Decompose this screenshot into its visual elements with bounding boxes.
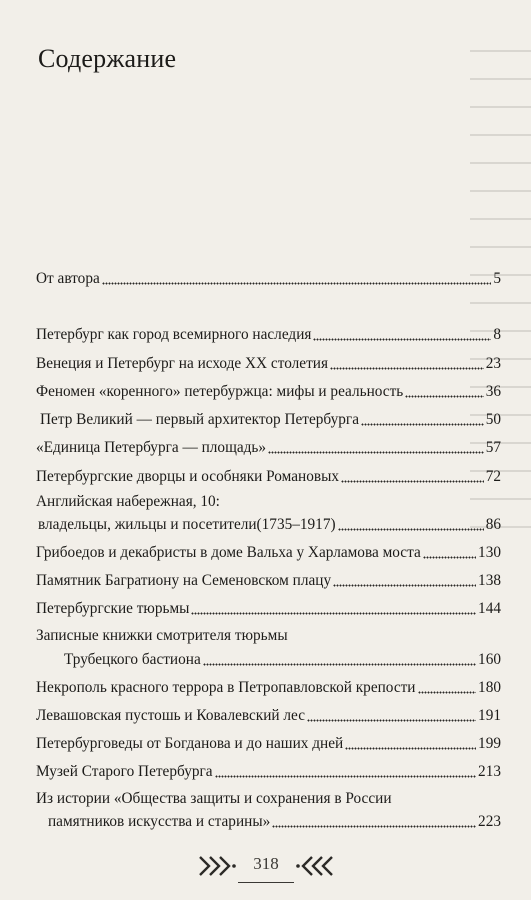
page-number: 318	[253, 854, 279, 873]
toc-entry-title: памятников искусства и старины»	[48, 813, 271, 830]
chevron-ornament-left-icon	[196, 852, 238, 880]
toc-entry	[36, 270, 501, 288]
toc-entry-page: 72	[485, 468, 501, 485]
toc-entry	[36, 735, 501, 753]
toc-leader-dots	[423, 556, 476, 559]
toc-leader-dots	[268, 451, 484, 454]
toc-leader-dots	[333, 584, 476, 587]
toc-entry-title: Петербургские тюрьмы	[36, 600, 190, 617]
toc-entry-first-line: Из истории «Общества защиты и сохранения в России	[36, 790, 392, 807]
page-footer	[0, 848, 531, 884]
toc-entry-page: 213	[478, 763, 501, 780]
toc-entry-title: От автора	[36, 270, 100, 287]
toc-entry	[36, 544, 501, 562]
toc-entry	[36, 383, 501, 401]
page-title: Содержание	[38, 44, 177, 73]
toc-entry-page: 50	[485, 411, 501, 428]
toc-entry	[36, 763, 501, 781]
toc-entry-page: 144	[478, 600, 501, 617]
toc-entry-title: Музей Старого Петербурга	[36, 763, 213, 780]
toc-leader-dots	[361, 423, 484, 426]
toc-leader-dots	[338, 528, 484, 531]
chevron-ornament-right-icon	[294, 852, 336, 880]
toc-entry	[36, 679, 501, 697]
toc-entry-page: 86	[485, 516, 501, 533]
toc-entry-title: Петербург как город всемирного наследия	[36, 326, 312, 343]
toc-entry-page: 130	[478, 544, 501, 561]
toc-entry-title: Петербургские дворцы и особняки Романовых	[36, 468, 339, 485]
toc-entry	[36, 355, 501, 373]
toc-leader-dots	[330, 367, 484, 370]
toc-entry-page: 160	[478, 651, 501, 668]
toc-leader-dots	[102, 282, 492, 285]
toc-entry-title: Левашовская пустошь и Ковалевский лес	[36, 707, 306, 724]
toc-leader-dots	[307, 719, 476, 722]
toc-entry	[36, 572, 501, 590]
toc-entry-title: Некрополь красного террора в Петропавловской крепости	[36, 679, 416, 696]
page-number-underline	[238, 882, 294, 883]
toc-leader-dots	[215, 775, 476, 778]
toc-entry-page: 5	[493, 270, 501, 287]
toc-entry-page: 36	[485, 383, 501, 400]
toc-entry-title: Трубецкого бастиона	[64, 651, 201, 668]
toc-entry	[36, 813, 501, 831]
toc-entry	[36, 326, 501, 344]
toc-entry	[36, 468, 501, 486]
toc-leader-dots	[341, 480, 484, 483]
toc-entry-page: 199	[478, 735, 501, 752]
toc-entry-title: Памятник Багратиону на Семеновском плацу	[36, 572, 332, 589]
toc-leader-dots	[191, 612, 476, 615]
toc-entry	[36, 600, 501, 618]
toc-entry-page: 23	[485, 355, 501, 372]
toc-leader-dots	[405, 395, 483, 398]
toc-entry-title: Грибоедов и декабристы в доме Вальха у Харламова моста	[36, 544, 421, 561]
toc-leader-dots	[272, 825, 476, 828]
toc-entry-title: владельцы, жильцы и посетители(1735–1917)	[38, 516, 336, 533]
toc-entry-title: Венеция и Петербург на исходе ХХ столетия	[36, 355, 328, 372]
toc-entry-page: 138	[478, 572, 501, 589]
toc-entry-title: «Единица Петербурга — площадь»	[36, 439, 267, 456]
toc-leader-dots	[418, 691, 477, 694]
toc-leader-dots	[313, 338, 491, 341]
toc-leader-dots	[203, 663, 476, 666]
toc-entry	[36, 516, 501, 534]
toc-entry	[36, 651, 501, 669]
toc-leader-dots	[345, 747, 476, 750]
toc-entry	[36, 707, 501, 725]
show-through-text	[470, 50, 531, 570]
toc-entry-page: 191	[478, 707, 501, 724]
toc-entry	[36, 411, 501, 429]
toc-entry-title: Феномен «коренного» петербуржца: мифы и реальность	[36, 383, 404, 400]
toc-entry-page: 8	[493, 326, 501, 343]
toc-entry-first-line: Записные книжки смотрителя тюрьмы	[36, 627, 288, 644]
toc-entry	[36, 439, 501, 457]
toc-entry-first-line: Английская набережная, 10:	[36, 493, 220, 510]
toc-entry-page: 57	[485, 439, 501, 456]
toc-entry-page: 180	[478, 679, 501, 696]
toc-entry-title: Петр Великий — первый архитектор Петербурга	[40, 411, 359, 428]
toc-entry-page: 223	[478, 813, 501, 830]
toc-entry-title: Петербурговеды от Богданова и до наших дней	[36, 735, 344, 752]
